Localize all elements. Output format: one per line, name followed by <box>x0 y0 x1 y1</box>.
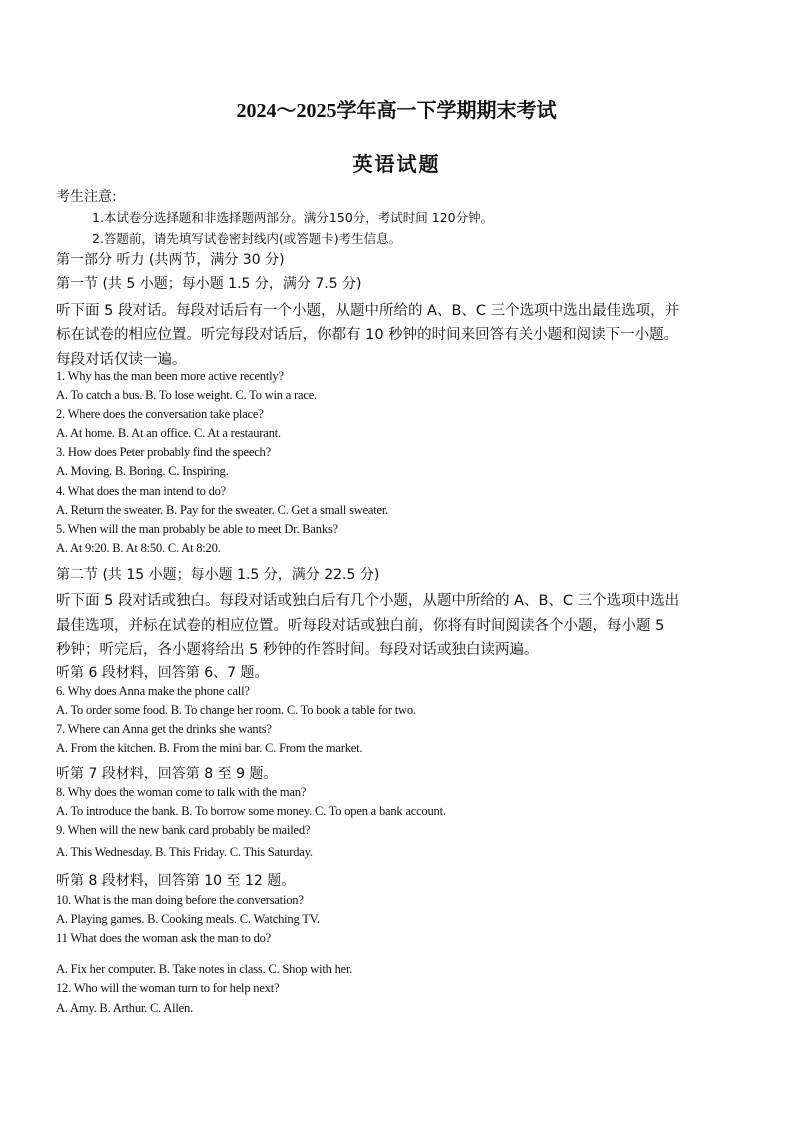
section1-instruction-1: 听下面 5 段对话。每段对话后有一个小题，从题中所给的 A、B、C 三个选项中选出最佳选项，并 <box>56 303 680 319</box>
question-5-options: A. At 9:20. B. At 8:50. C. At 8:20. <box>56 541 221 555</box>
question-9-stem: 9. When will the new bank card probably be mailed? <box>56 823 311 837</box>
question-7-stem: 7. Where can Anna get the drinks she wants? <box>56 722 272 736</box>
question-11-options: A. Fix her computer. B. Take notes in class. C. Shop with her. <box>56 962 353 976</box>
question-4-stem: 4. What does the man intend to do? <box>56 484 227 498</box>
group-7-heading: 听第 7 段材料，回答第 8 至 9 题。 <box>56 766 278 782</box>
question-10-stem: 10. What is the man doing before the conversation? <box>56 893 304 907</box>
question-12-stem: 12. Who will the woman turn to for help next? <box>56 981 280 995</box>
question-5-stem: 5. When will the man probably be able to meet Dr. Banks? <box>56 522 338 536</box>
group-8-heading: 听第 8 段材料，回答第 10 至 12 题。 <box>56 873 296 889</box>
question-2-options: A. At home. B. At an office. C. At a restaurant. <box>56 426 281 440</box>
question-3-stem: 3. How does Peter probably find the speech? <box>56 445 271 459</box>
question-6-stem: 6. Why does Anna make the phone call? <box>56 684 250 698</box>
part1-heading: 第一部分 听力 (共两节，满分 30 分) <box>56 252 285 268</box>
section2-instruction-3: 秒钟；听完后，各小题将给出 5 秒钟的作答时间。每段对话或独白读两遍。 <box>56 642 539 658</box>
exam-title: 2024～2025学年高一下学期期末考试 <box>236 100 557 122</box>
question-6-options: A. To order some food. B. To change her room. C. To book a table for two. <box>56 703 416 717</box>
question-7-options: A. From the kitchen. B. From the mini bar. C. From the market. <box>56 741 363 755</box>
notice-item-1: 1.本试卷分选择题和非选择题两部分。满分150分，考试时间 120分钟。 <box>92 210 494 225</box>
question-1-stem: 1. Why has the man been more active recently? <box>56 369 284 383</box>
notice-item-2: 2.答题前，请先填写试卷密封线内(或答题卡)考生信息。 <box>92 231 402 246</box>
exam-subtitle: 英语试题 <box>352 154 441 176</box>
question-12-options: A. Amy. B. Arthur. C. Allen. <box>56 1001 194 1015</box>
section2-heading: 第二节 (共 15 小题；每小题 1.5 分，满分 22.5 分) <box>56 567 380 583</box>
question-8-stem: 8. Why does the woman come to talk with the man? <box>56 785 307 799</box>
question-1-options: A. To catch a bus. B. To lose weight. C. To win a race. <box>56 388 317 402</box>
section2-instruction-2: 最佳选项，并标在试卷的相应位置。听每段对话或独白前，你将有时间阅读各个小题，每小题 5 <box>56 618 665 634</box>
section1-instruction-3: 每段对话仅读一遍。 <box>56 352 187 368</box>
question-4-options: A. Return the sweater. B. Pay for the sweater. C. Get a small sweater. <box>56 503 389 517</box>
section1-instruction-2: 标在试卷的相应位置。听完每段对话后，你都有 10 秒钟的时间来回答有关小题和阅读下一小题。 <box>56 327 679 343</box>
question-9-options: A. This Wednesday. B. This Friday. C. This Saturday. <box>56 845 313 859</box>
question-3-options: A. Moving. B. Boring. C. Inspiring. <box>56 464 229 478</box>
question-11-stem: 11 What does the woman ask the man to do? <box>56 931 272 945</box>
question-8-options: A. To introduce the bank. B. To borrow some money. C. To open a bank account. <box>56 804 446 818</box>
question-10-options: A. Playing games. B. Cooking meals. C. Watching TV. <box>56 912 320 926</box>
notice-heading: 考生注意: <box>56 189 117 205</box>
group-6-heading: 听第 6 段材料，回答第 6、7 题。 <box>56 665 269 681</box>
question-2-stem: 2. Where does the conversation take place? <box>56 407 264 421</box>
section2-instruction-1: 听下面 5 段对话或独白。每段对话或独白后有几个小题，从题中所给的 A、B、C 三个选项中选出 <box>56 593 680 609</box>
section1-heading: 第一节 (共 5 小题；每小题 1.5 分，满分 7.5 分) <box>56 276 362 292</box>
